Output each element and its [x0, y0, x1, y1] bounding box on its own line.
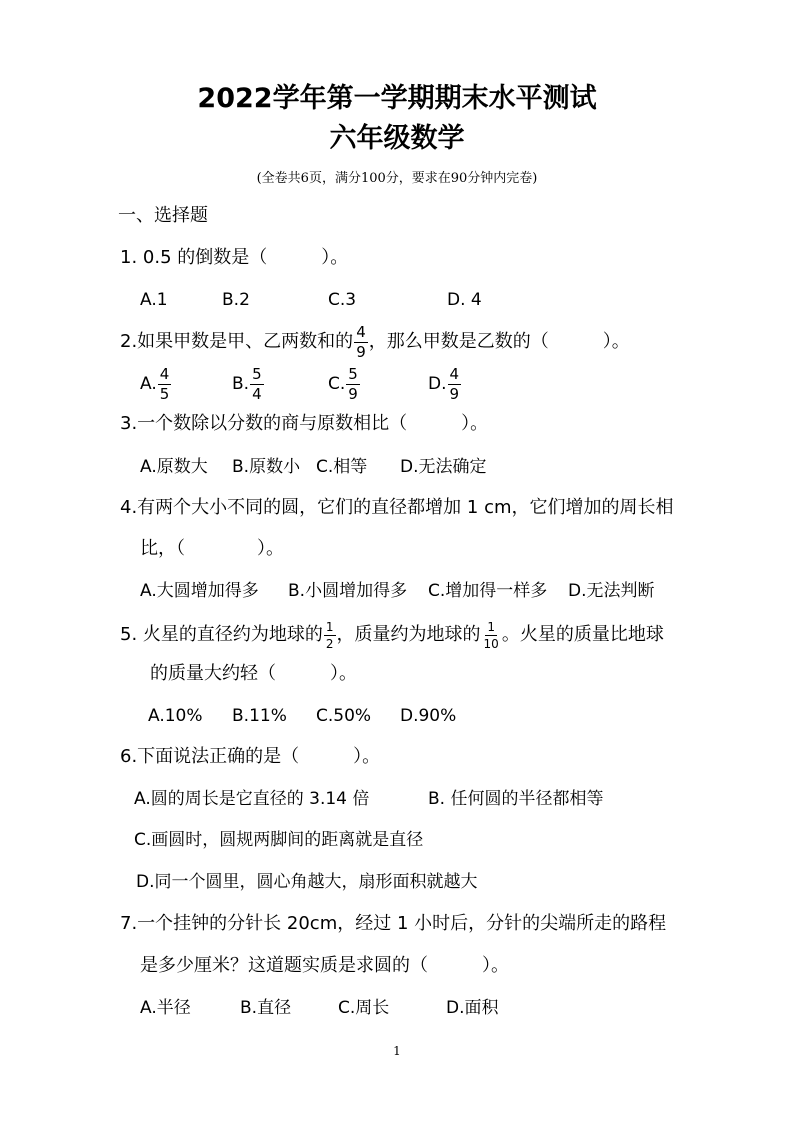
q5-option-a: A.10%: [148, 706, 203, 726]
q2-option-a: [140, 364, 172, 404]
q2-stem-before: 2.如果甲数是甲、乙两数和的: [120, 331, 354, 352]
exam-note: (全卷共6页，满分100分，要求在90分钟内完卷): [256, 171, 538, 186]
q6-option-a: A.圆的周长是它直径的 3.14 倍: [134, 789, 370, 809]
question-5-stem-line-2: 的质量大约轻（ ）。: [150, 663, 357, 684]
q2-option-a-fraction: [158, 364, 172, 403]
q2-option-d-num: 4: [449, 364, 460, 383]
q5-stem-part-1: 5. 火星的直径约为地球的: [120, 624, 323, 645]
q5-stem-part-3: 。火星的质量比地球: [501, 624, 664, 645]
q4-option-b: B.小圆增加得多: [288, 581, 408, 601]
q5-option-d: D.90%: [400, 706, 457, 726]
page-number: 1: [393, 1044, 401, 1058]
q2-option-d-label: D.: [428, 374, 447, 394]
question-1-stem: 1. 0.5 的倒数是（ ）。: [120, 247, 349, 268]
q6-option-b: B. 任何圆的半径都相等: [428, 789, 604, 809]
q2-option-d-fraction: [448, 364, 462, 403]
question-4-stem-line-2: 比，（ ）。: [140, 538, 284, 559]
section-heading: 一、选择题: [118, 205, 208, 226]
q2-option-a-den: 5: [159, 384, 170, 403]
q5-frac1-num: 1: [325, 619, 334, 634]
q1-option-a: A.1: [140, 290, 168, 310]
q7-option-d: D.面积: [446, 998, 499, 1018]
q6-option-c: C.画圆时，圆规两脚间的距离就是直径: [134, 830, 424, 850]
exam-title: 2022学年第一学期期末水平测试: [197, 83, 597, 114]
q2-option-b-den: 4: [252, 384, 262, 403]
q3-option-c: C.相等: [316, 457, 368, 477]
q2-option-c-num: 5: [348, 364, 358, 383]
question-6-stem: 6.下面说法正确的是（ ）。: [120, 746, 381, 767]
q2-option-b-fraction: [250, 364, 264, 403]
q2-option-c-label: C.: [328, 374, 346, 394]
question-3-stem: 3.一个数除以分数的商与原数相比（ ）。: [120, 413, 489, 434]
q3-option-d: D.无法确定: [400, 457, 487, 477]
q2-option-b: [232, 364, 265, 404]
q5-stem-part-2: ，质量约为地球的: [336, 624, 481, 645]
question-7-stem-line-1: 7.一个挂钟的分针长 20cm，经过 1 小时后，分针的尖端所走的路程: [120, 913, 667, 934]
q2-option-d-den: 9: [449, 384, 460, 403]
q1-option-b: B.2: [222, 290, 250, 310]
q2-stem-after: ，那么甲数是乙数的（ ）。: [368, 331, 630, 352]
question-2-stem: [120, 322, 630, 362]
q4-option-a: A.大圆增加得多: [140, 581, 259, 601]
question-4-stem-line-1: 4.有两个大小不同的圆，它们的直径都增加 1 cm，它们增加的周长相: [120, 497, 674, 518]
q5-fraction-diameter: [324, 621, 336, 650]
q1-option-c: C.3: [328, 290, 357, 310]
q5-frac1-den: 2: [325, 636, 334, 651]
q5-frac2-num: 1: [487, 619, 495, 634]
q5-option-c: C.50%: [316, 706, 372, 726]
q2-option-b-label: B.: [232, 374, 250, 394]
q2-stem-fraction: [354, 322, 368, 361]
q3-option-b: B.原数小: [232, 457, 301, 477]
q7-option-a: A.半径: [140, 998, 191, 1018]
q2-option-b-num: 5: [252, 364, 262, 383]
question-7-stem-line-2: 是多少厘米？这道题实质是求圆的（ ）。: [140, 955, 509, 976]
q1-option-d: D. 4: [447, 290, 482, 310]
q7-option-c: C.周长: [338, 998, 390, 1018]
exam-subject: 六年级数学: [329, 123, 465, 154]
q5-fraction-mass: [482, 621, 501, 650]
q2-stem-frac-num: 4: [356, 322, 366, 341]
q2-option-c: [328, 364, 361, 404]
q5-frac2-den: 10: [483, 636, 499, 651]
q6-option-d: D.同一个圆里，圆心角越大，扇形面积就越大: [136, 872, 478, 892]
q2-option-c-den: 9: [348, 384, 358, 403]
q5-option-b: B.11%: [232, 706, 287, 726]
q7-option-b: B.直径: [240, 998, 292, 1018]
q2-option-c-fraction: [346, 364, 360, 403]
question-5-stem-line-1: [120, 615, 664, 655]
q2-option-a-label: A.: [140, 374, 157, 394]
q2-stem-frac-den: 9: [356, 342, 366, 361]
q2-option-a-num: 4: [159, 364, 170, 383]
q4-option-c: C.增加得一样多: [428, 581, 548, 601]
q2-option-d: [428, 364, 462, 404]
q3-option-a: A.原数大: [140, 457, 208, 477]
q4-option-d: D.无法判断: [568, 581, 655, 601]
